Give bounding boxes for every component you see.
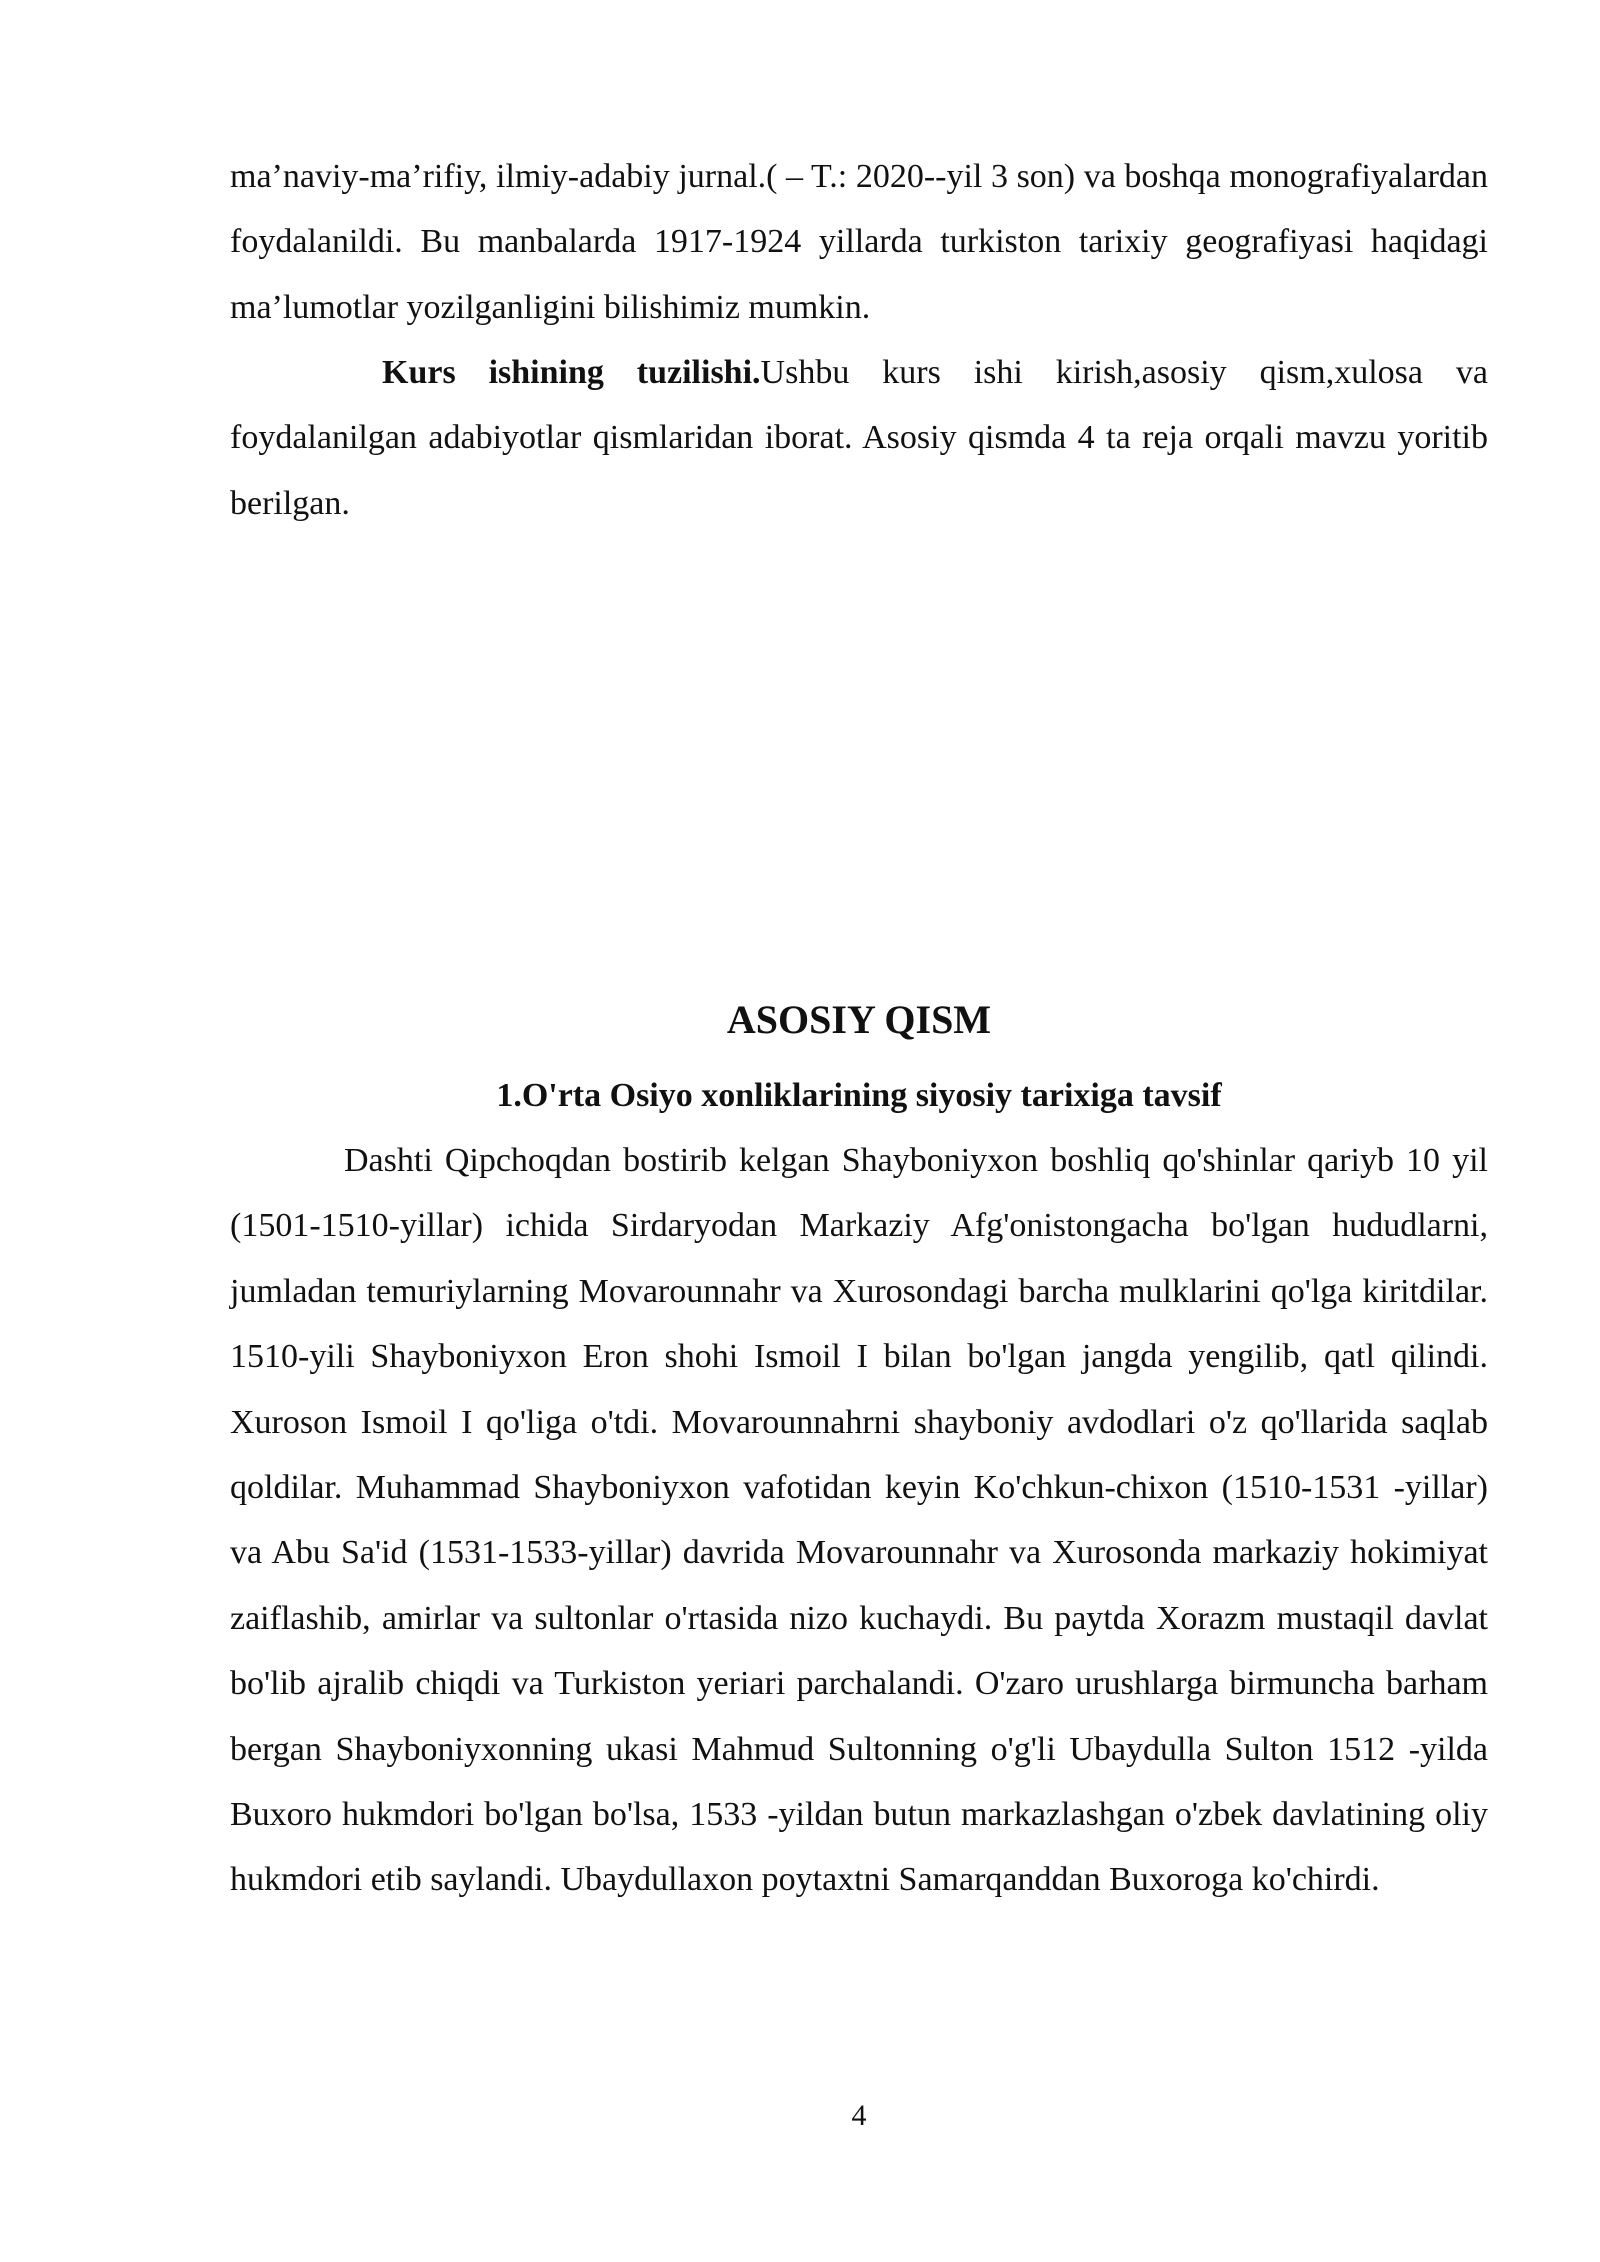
- document-page: [230, 0, 1488, 2262]
- structure-text: Ushbu kurs ishi kirish,asosiy qism,xulosa va foydalanilgan adabiyotlar qismlaridan iborat. Asosiy qismda 4 ta reja orqali mavzu yoritib berilgan.: [230, 354, 1488, 522]
- structure-paragraph: [230, 340, 1488, 536]
- structure-lead: Kurs ishining tuzilishi.: [382, 354, 761, 391]
- body-paragraph: Dashti Qipchoqdan bostirib kelgan Shayboniyxon boshliq qo'shinlar qariyb 10 yil (1501-1510-yillar) ichida Sirdaryodan Markaziy Afg'onistongacha bo'lgan hududlarni, jumladan temuriylarning Movarounnahr va Xurosondagi barcha mulklarini qo'lga kiritdilar. 1510-yili Shayboniyxon Eron shohi Ismoil I bilan bo'lgan jangda yengilib, qatl qilindi. Xuroson Ismoil I qo'liga o'tdi. Movarounnahrni shayboniy avdodlari o'z qo'llarida saqlab qoldilar. Muhammad Shayboniyxon vafotidan keyin Ko'chkun-chixon (1510-1531 -yillar) va Abu Sa'id (1531-1533-yillar) davrida Movarounnahr va Xurosonda markaziy hokimiyat zaiflashib, amirlar va sultonlar o'rtasida nizo kuchaydi. Bu paytda Xorazm mustaqil davlat bo'lib ajralib chiqdi va Turkiston yeriari parchalandi. O'zaro urushlarga birmuncha barham bergan Shayboniyxonning ukasi Mahmud Sultonning o'g'li Ubaydulla Sulton 1512 -yilda Buxoro hukmdori bo'lgan bo'lsa, 1533 -yildan butun markazlashgan o'zbek davlatining oliy hukmdori etib saylandi. Ubaydullaxon poytaxtni Samarqanddan Buxoroga ko'chirdi.: [230, 1142, 1488, 1899]
- page-number: 4: [851, 2099, 867, 2132]
- intro-paragraph: ma’naviy-ma’rifiy, ilmiy-adabiy jurnal.( – T.: 2020--yil 3 son) va boshqa monografiyalardan foydalanildi. Bu manbalarda 1917-1924 yillarda turkiston tarixiy geografiyasi haqidagi ma’lumotlar yozilganligini bilishimiz mumkin.: [230, 158, 1488, 326]
- subsection-title: 1.O'rta Osiyo xonliklarining siyosiy tarixiga tavsif: [496, 1077, 1222, 1114]
- section-title: ASOSIY QISM: [726, 997, 992, 1042]
